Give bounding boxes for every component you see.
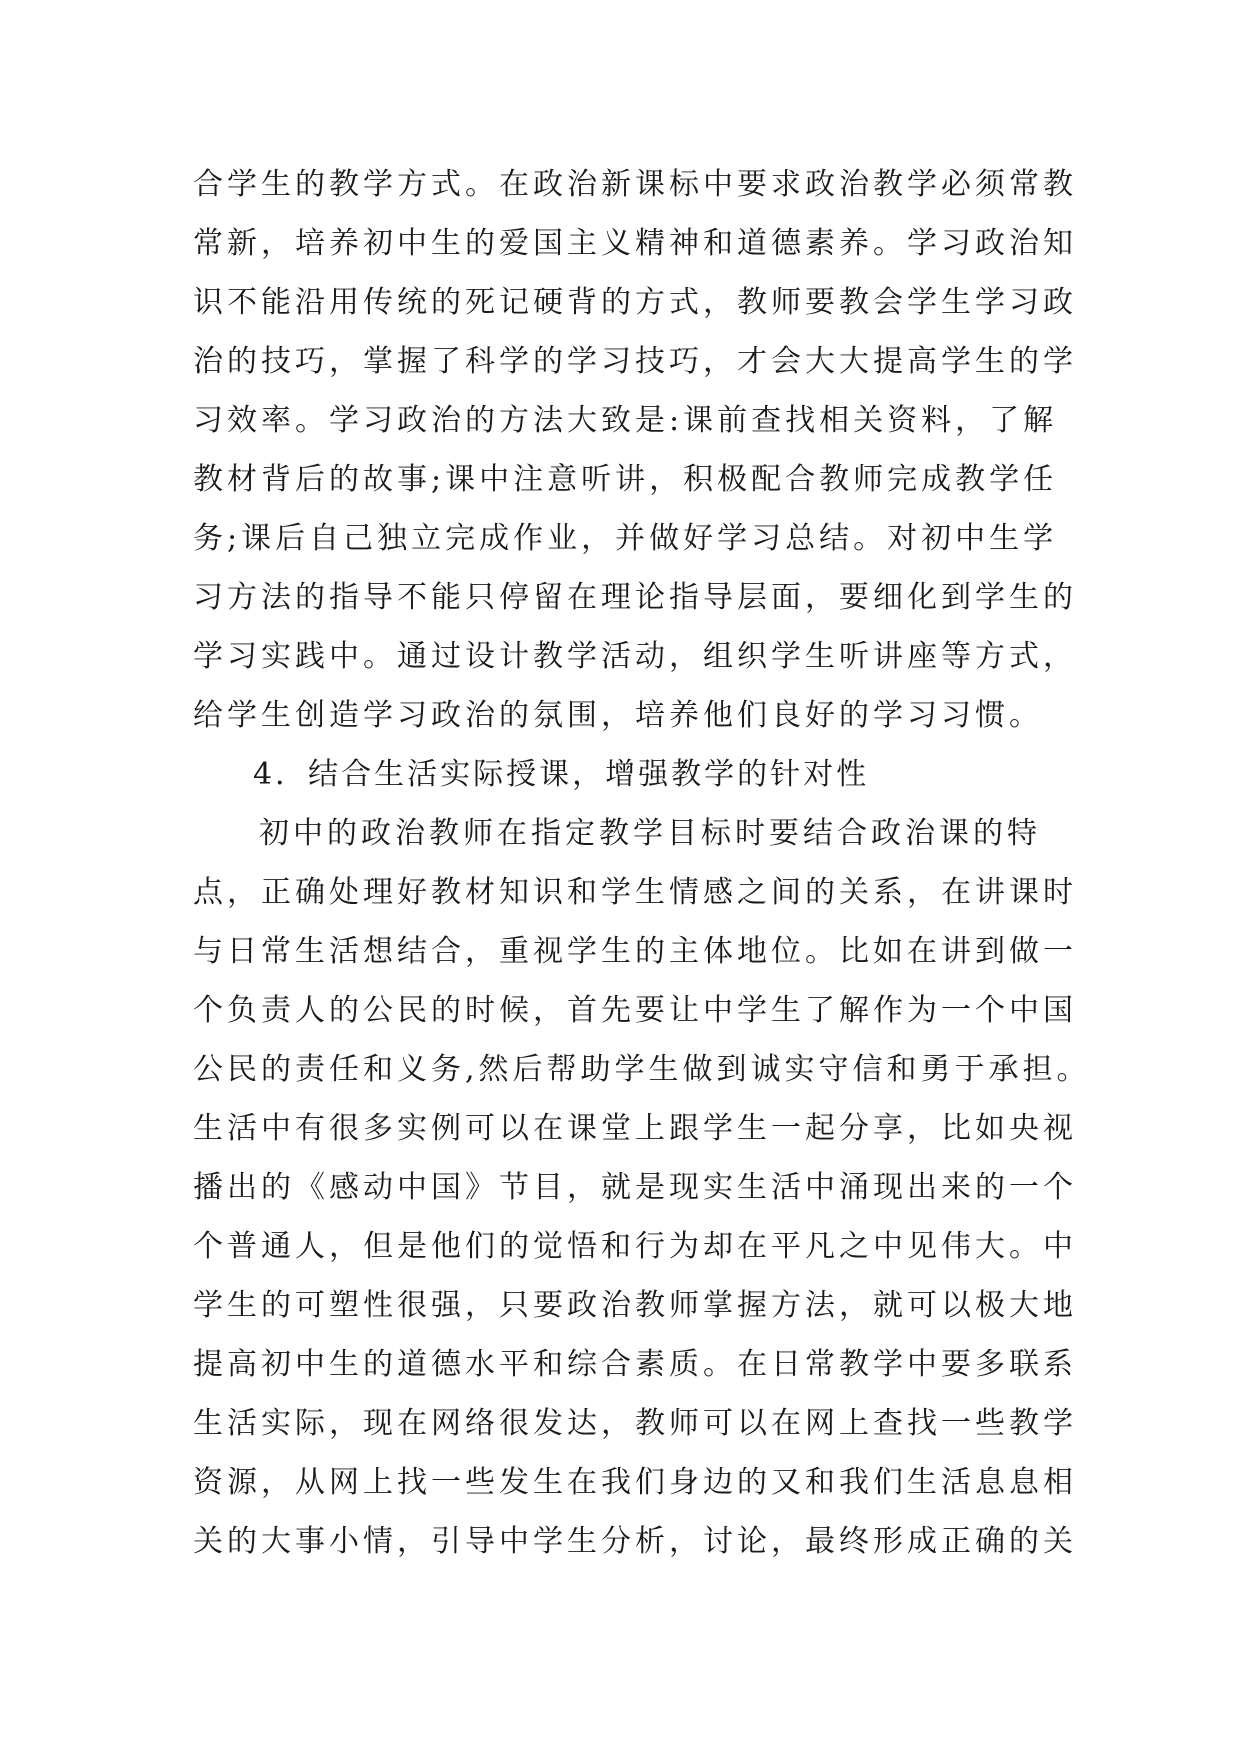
text-line: 习方法的指导不能只停留在理论指导层面，要细化到学生的 (193, 580, 1077, 615)
text-line: 合学生的教学方式。在政治新课标中要求政治教学必须常教 (193, 167, 1077, 202)
text-line: 给学生创造学习政治的氛围，培养他们良好的学习习惯。 (193, 698, 1043, 733)
text-line: 提高初中生的道德水平和综合素质。在日常教学中要多联系 (193, 1347, 1077, 1382)
text-line: 生活中有很多实例可以在课堂上跟学生一起分享，比如央视 (193, 1111, 1077, 1146)
text-line: 习效率。学习政治的方法大致是:课前查找相关资料，了解 (193, 403, 1058, 438)
section-heading: 4．结合生活实际授课，增强教学的针对性 (253, 757, 870, 792)
text-line: 个普通人，但是他们的觉悟和行为却在平凡之中见伟大。中 (193, 1229, 1077, 1264)
text-line: 治的技巧，掌握了科学的学习技巧，才会大大提高学生的学 (193, 344, 1077, 379)
text-line: 资源，从网上找一些发生在我们身边的又和我们生活息息相 (193, 1465, 1077, 1500)
paragraph-first-line: 初中的政治教师在指定教学目标时要结合政治课的特 (259, 816, 1041, 851)
text-line: 学生的可塑性很强，只要政治教师掌握方法，就可以极大地 (193, 1288, 1077, 1323)
text-line: 生活实际，现在网络很发达，教师可以在网上查找一些教学 (193, 1406, 1077, 1441)
text-line: 与日常生活想结合，重视学生的主体地位。比如在讲到做一 (193, 934, 1077, 969)
text-line: 播出的《感动中国》节目，就是现实生活中涌现出来的一个 (193, 1170, 1077, 1205)
text-line: 教材背后的故事;课中注意听讲，积极配合教师完成教学任 (193, 462, 1058, 497)
text-line: 点，正确处理好教材知识和学生情感之间的关系，在讲课时 (193, 875, 1077, 910)
text-line: 公民的责任和义务,然后帮助学生做到诚实守信和勇于承担。 (193, 1052, 1091, 1087)
text-line: 关的大事小情，引导中学生分析，讨论，最终形成正确的关 (193, 1524, 1077, 1559)
text-line: 常新，培养初中生的爱国主义精神和道德素养。学习政治知 (193, 226, 1077, 261)
text-line: 个负责人的公民的时候，首先要让中学生了解作为一个中国 (193, 993, 1077, 1028)
text-line: 学习实践中。通过设计教学活动，组织学生听讲座等方式， (193, 639, 1077, 674)
text-line: 务;课后自己独立完成作业，并做好学习总结。对初中生学 (193, 521, 1058, 556)
text-line: 识不能沿用传统的死记硬背的方式，教师要教会学生学习政 (193, 285, 1077, 320)
body-text (193, 155, 1091, 1571)
